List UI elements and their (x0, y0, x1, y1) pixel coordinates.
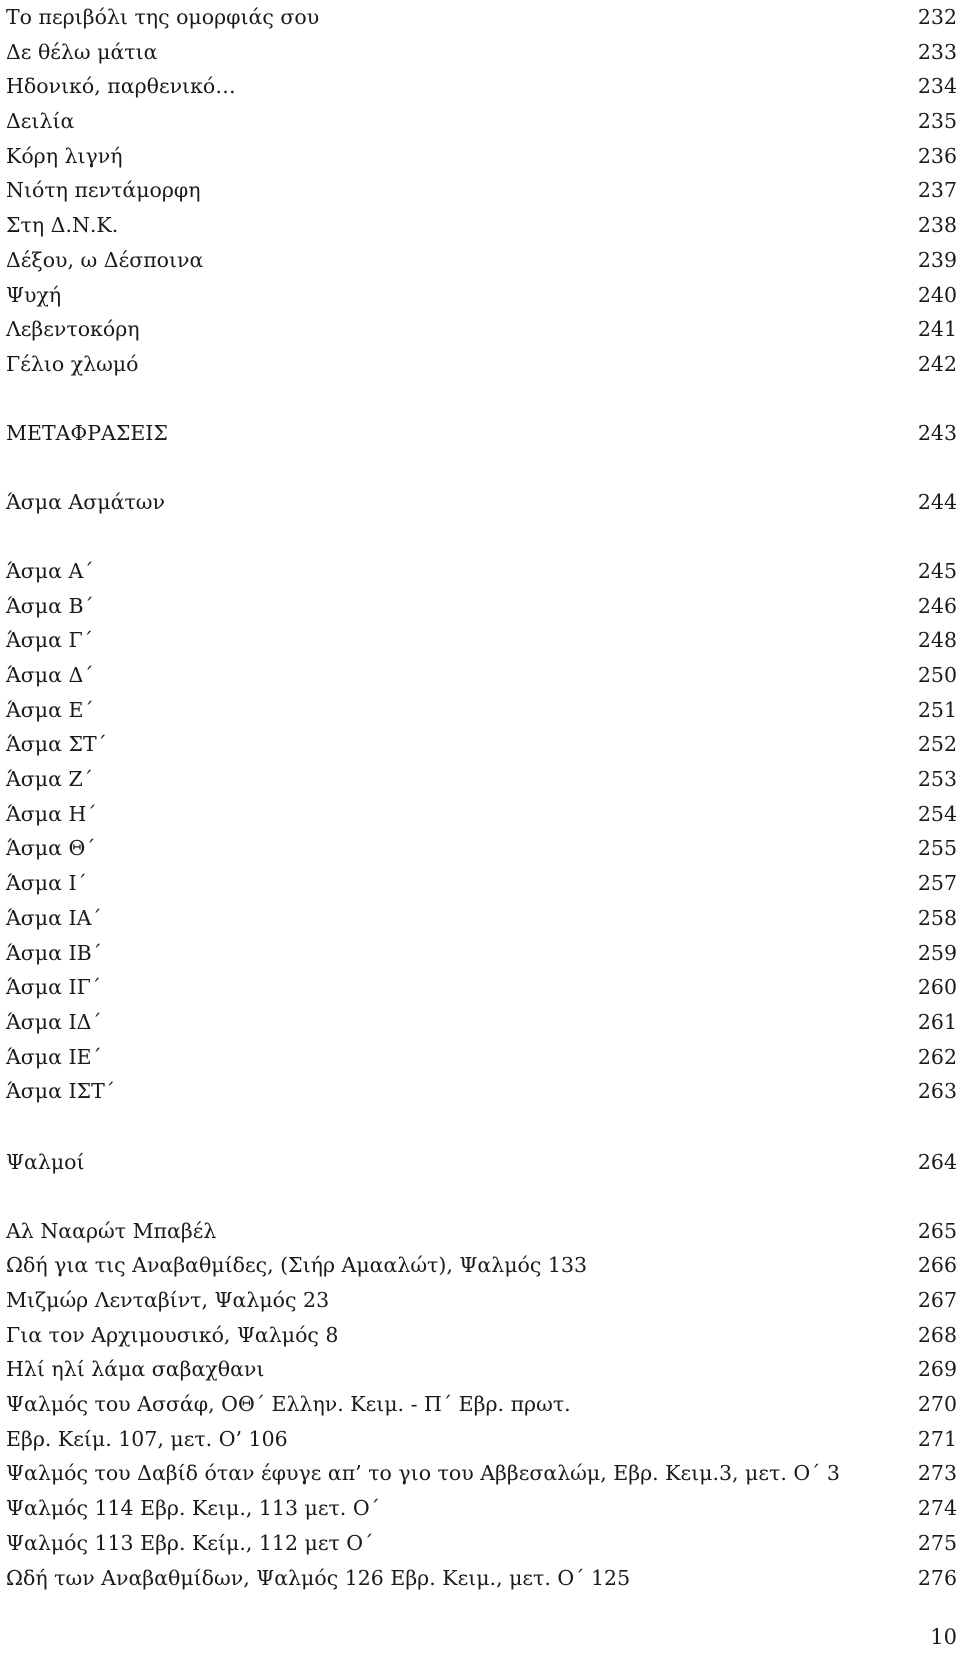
toc-entry-page: 236 (917, 143, 957, 168)
toc-entry (6, 1318, 957, 1353)
toc-entry (6, 139, 957, 174)
toc-entry-page: 259 (917, 940, 957, 965)
toc-entry-page: 262 (917, 1044, 957, 1069)
toc-entry-title: Άσμα Ασμάτων (6, 490, 165, 515)
toc-entry-title: Άσμα Β΄ (6, 593, 94, 618)
toc-entry-title: Άσμα Α΄ (6, 558, 94, 583)
toc-entry-title: Λεβεντοκόρη (6, 317, 140, 342)
toc-entry (6, 69, 957, 104)
toc-entry-title: Ωδή για τις Αναβαθμίδες, (Σιήρ Αμααλώτ), Ψαλμός 133 (6, 1253, 588, 1278)
page-number: 10 (930, 1625, 957, 1649)
toc-entry (6, 1283, 957, 1318)
toc-entry-title: Άσμα Θ΄ (6, 836, 96, 861)
toc-entry-title: Ψαλμός του Δαβίδ όταν έφυγε απ’ το γιο του Αββεσαλώμ, Εβρ. Κειμ.3, μετ. Ο΄ 3 (6, 1461, 840, 1486)
toc-entry-page: 267 (917, 1288, 957, 1312)
toc-entry-title: Άσμα Ζ΄ (6, 767, 93, 792)
toc-entry-title: Άσμα ΙΒ΄ (6, 940, 102, 965)
toc-entry (6, 312, 957, 347)
toc-entry-page: 258 (917, 905, 957, 930)
toc-entry (6, 831, 957, 866)
toc-entry (6, 866, 957, 901)
toc-entry-title: Νιότη πεντάμορφη (6, 178, 201, 203)
toc-entry-title: Ψαλμός του Ασσάφ, ΟΘ΄ Ελλην. Κειμ. - Π΄ Εβρ. πρωτ. (6, 1392, 571, 1417)
toc-entry-title: Δειλία (6, 109, 75, 134)
toc-section (6, 0, 957, 382)
toc-entry-title: Ηλί ηλί λάμα σαβαχθανι (6, 1357, 265, 1382)
toc-entry (6, 589, 957, 624)
toc-entry (6, 208, 957, 243)
toc-entry-page: 268 (917, 1322, 957, 1347)
toc-entry-title: Ψυχή (6, 282, 62, 307)
toc-entry (6, 936, 957, 971)
toc-entry-page: 269 (917, 1357, 957, 1382)
toc-entry-title: Άσμα Η΄ (6, 801, 97, 826)
toc-entry-title: Ψαλμός 114 Εβρ. Κειμ., 113 μετ. Ο΄ (6, 1496, 380, 1521)
toc-entry-page: 235 (917, 109, 957, 134)
toc-entry (6, 416, 957, 451)
toc-entry-title: Άσμα Ε΄ (6, 697, 94, 722)
toc-entry (6, 1145, 957, 1180)
toc-entry (6, 1040, 957, 1075)
toc-entry (6, 1387, 957, 1422)
toc-entry-title: Άσμα ΙΣΤ΄ (6, 1079, 115, 1104)
toc-entry-title: Άσμα Ι΄ (6, 871, 87, 896)
toc-entry-page: 276 (917, 1565, 957, 1590)
toc-entry-page: 271 (917, 1426, 957, 1451)
toc-entry-title: Γέλιο χλωμό (6, 351, 139, 376)
toc-entry (6, 173, 957, 208)
toc-entry-page: 260 (917, 975, 957, 1000)
toc-entry-title: Δε θέλω μάτια (6, 39, 158, 64)
toc-entry-title: Άσμα ΙΑ΄ (6, 905, 102, 930)
toc-entry-page: 233 (917, 39, 957, 64)
toc-entry (6, 1352, 957, 1387)
toc-entry-page: 265 (917, 1218, 957, 1243)
toc-entry-title: Άσμα ΙΔ΄ (6, 1009, 102, 1034)
toc-entry (6, 1422, 957, 1457)
toc-section (6, 554, 957, 1109)
toc-entry-page: 246 (917, 593, 957, 618)
toc-entry (6, 762, 957, 797)
toc-entry-page: 257 (917, 871, 957, 896)
toc-entry (6, 485, 957, 520)
toc-entry-page: 254 (917, 801, 957, 826)
toc-entry-page: 232 (917, 5, 957, 29)
toc-entry-page: 252 (917, 732, 957, 757)
toc-entry-page: 255 (917, 836, 957, 861)
toc-entry-page: 237 (917, 178, 957, 203)
toc-entry (6, 1491, 957, 1526)
toc-entry-title: Ψαλμοί (6, 1149, 85, 1174)
toc-entry (6, 0, 957, 35)
toc-entry (6, 623, 957, 658)
toc-entry-title: Ωδή των Αναβαθμίδων, Ψαλμός 126 Εβρ. Κειμ., μετ. Ο΄ 125 (6, 1565, 631, 1590)
toc-entry-page: 241 (917, 317, 957, 342)
toc-entry (6, 1248, 957, 1283)
toc-entry-page: 234 (917, 74, 957, 99)
toc-entry-page: 273 (917, 1461, 957, 1486)
toc-entry-title: Ψαλμός 113 Εβρ. Κείμ., 112 μετ Ο΄ (6, 1530, 374, 1555)
toc-entry-title: Κόρη λιγνή (6, 143, 123, 168)
toc-entry-page: 266 (917, 1253, 957, 1278)
toc-entry-title: Άσμα ΙΓ΄ (6, 975, 102, 1000)
toc-entry-title: Για τον Αρχιμουσικό, Ψαλμός 8 (6, 1322, 339, 1347)
toc-entry (6, 1456, 957, 1491)
toc-entry-title: Αλ Νααρώτ Μπαβέλ (6, 1218, 217, 1243)
toc-entry-title: Δέξου, ω Δέσποινα (6, 247, 204, 272)
toc-entry-page: 261 (917, 1009, 957, 1034)
toc-entry (6, 278, 957, 313)
toc-entry-title: Άσμα ΙΕ΄ (6, 1044, 102, 1069)
toc-entry (6, 1561, 957, 1596)
toc-entry-title: Άσμα ΣΤ΄ (6, 732, 107, 757)
toc-entry (6, 347, 957, 382)
toc-entry-title: Μιζμώρ Λενταβίντ, Ψαλμός 23 (6, 1288, 330, 1312)
toc-entry-title: Το περιβόλι της ομορφιάς σου (6, 5, 320, 29)
toc-entry (6, 104, 957, 139)
toc-entry-page: 250 (917, 663, 957, 687)
toc-entry-page: 245 (917, 558, 957, 583)
toc-entry (6, 1526, 957, 1561)
toc-entry (6, 554, 957, 589)
toc-entry-page: 264 (917, 1149, 957, 1174)
toc-section (6, 1214, 957, 1596)
toc-entry (6, 970, 957, 1005)
toc-entry-page: 275 (917, 1530, 957, 1555)
toc-entry-title: ΜΕΤΑΦΡΑΣΕΙΣ (6, 420, 168, 445)
toc-entry-title: Άσμα Δ΄ (6, 663, 94, 687)
toc-section (6, 1145, 957, 1180)
toc-entry (6, 901, 957, 936)
toc-entry (6, 693, 957, 728)
toc-entry-page: 238 (917, 213, 957, 238)
toc-entry-page: 263 (917, 1079, 957, 1104)
toc-entry (6, 1005, 957, 1040)
toc-entry-page: 240 (917, 282, 957, 307)
toc-entry-title: Εβρ. Κείμ. 107, μετ. Ο’ 106 (6, 1426, 288, 1451)
toc-section (6, 485, 957, 520)
toc-entry (6, 727, 957, 762)
toc-entry-page: 243 (917, 420, 957, 445)
toc-entry (6, 1074, 957, 1109)
toc-entry-page: 253 (917, 767, 957, 792)
toc-entry (6, 243, 957, 278)
toc-entry (6, 658, 957, 693)
toc-entry-title: Στη Δ.Ν.Κ. (6, 213, 119, 238)
toc-entry (6, 1214, 957, 1249)
table-of-contents (6, 0, 957, 1595)
toc-entry-page: 242 (917, 351, 957, 376)
toc-entry (6, 35, 957, 70)
toc-section (6, 416, 957, 451)
toc-entry-page: 244 (917, 490, 957, 515)
toc-entry-page: 274 (917, 1496, 957, 1521)
toc-entry (6, 797, 957, 832)
toc-entry-title: Άσμα Γ΄ (6, 628, 93, 653)
toc-entry-page: 248 (917, 628, 957, 653)
toc-entry-page: 251 (917, 697, 957, 722)
toc-entry-page: 239 (917, 247, 957, 272)
toc-entry-title: Ηδονικό, παρθενικό… (6, 74, 236, 99)
toc-entry-page: 270 (917, 1392, 957, 1417)
